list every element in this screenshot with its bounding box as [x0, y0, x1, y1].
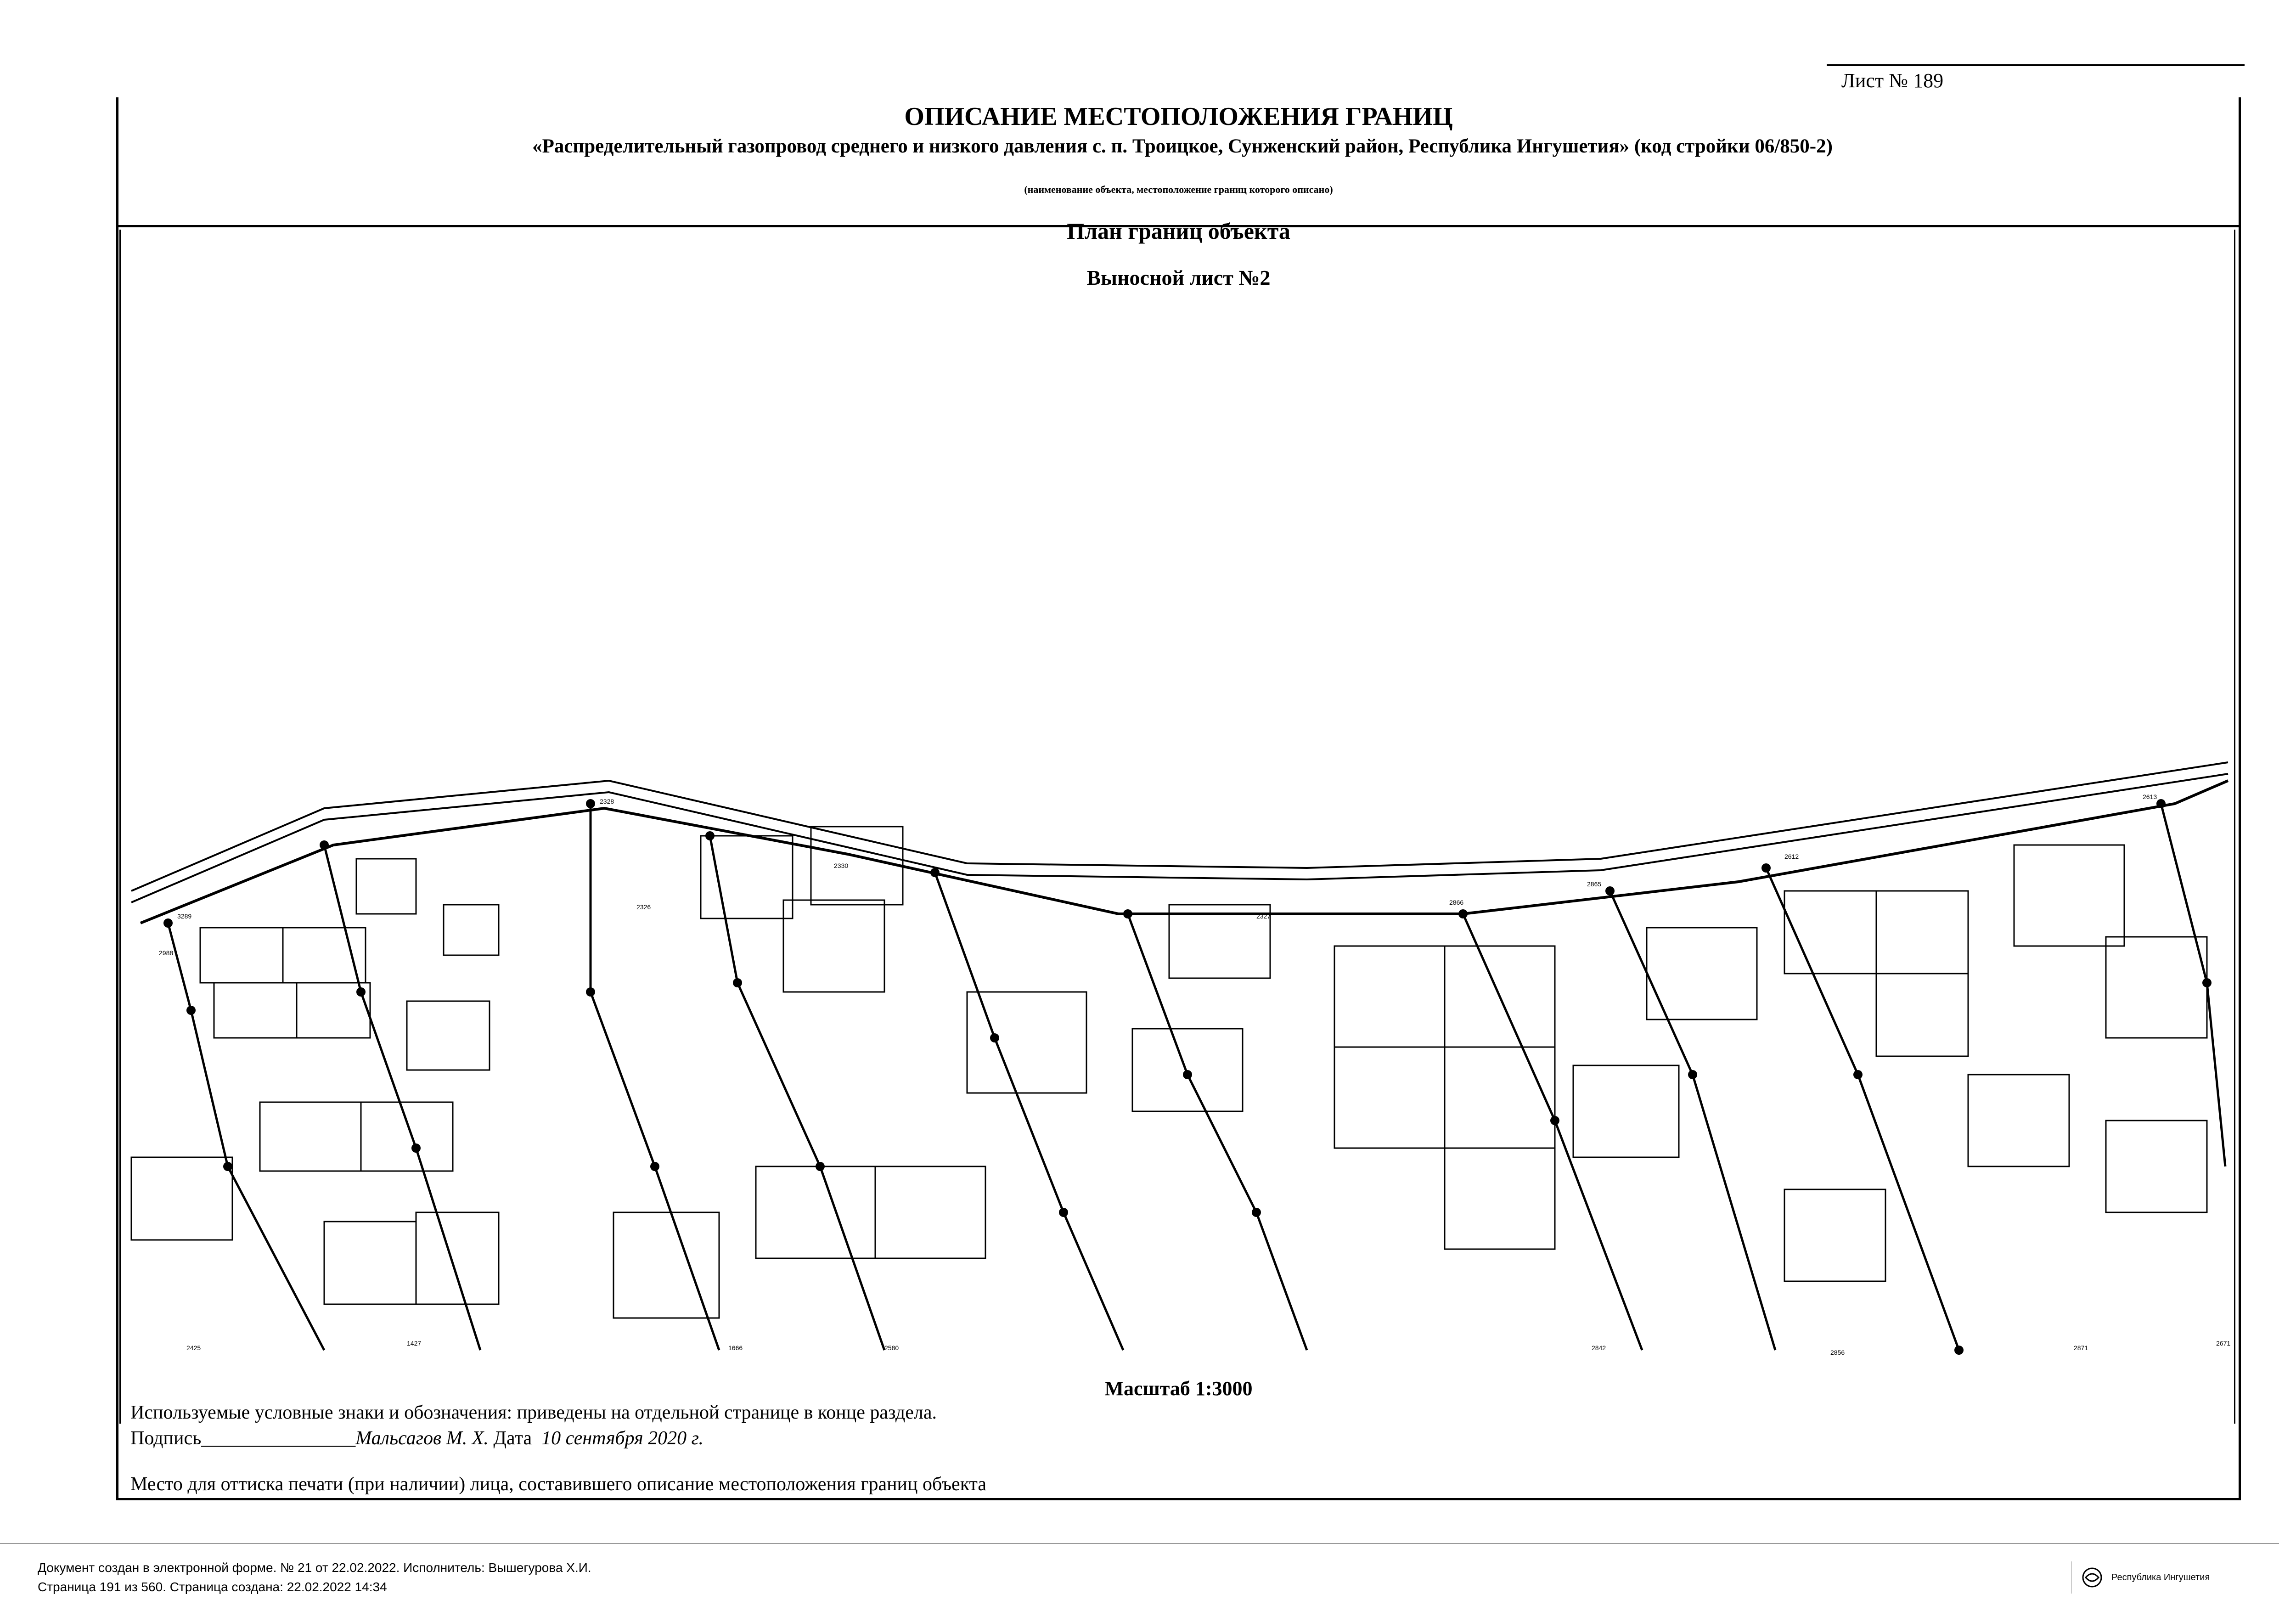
svg-text:2671: 2671 — [2216, 1340, 2231, 1347]
stamp-place-note: Место для оттиска печати (при наличии) лица, составившего описание местоположения границ объекта — [130, 1474, 987, 1495]
signature-date: 10 сентября 2020 г. — [541, 1428, 703, 1449]
footer-logo — [2071, 1561, 2296, 1594]
sheet-number-line — [1827, 64, 2245, 66]
main-road-lower — [131, 774, 2228, 902]
pipeline-nodes — [163, 799, 2212, 1355]
svg-text:2327: 2327 — [1256, 913, 1271, 920]
date-label: Дата — [493, 1428, 532, 1449]
svg-text:2612: 2612 — [1784, 853, 1799, 860]
plan-sheet-title: Выносной лист №2 — [1086, 266, 1271, 289]
svg-text:2842: 2842 — [1592, 1344, 1606, 1352]
land-parcels — [131, 827, 2207, 1318]
legend-note: Используемые условные знаки и обозначения: приведены на отдельной странице в конце раздела. — [130, 1402, 937, 1423]
signature-label: Подпись — [130, 1428, 202, 1449]
svg-text:2866: 2866 — [1449, 899, 1464, 906]
svg-text:2326: 2326 — [636, 903, 651, 911]
svg-text:1427: 1427 — [407, 1340, 422, 1347]
svg-text:2856: 2856 — [1830, 1349, 1845, 1356]
signer-name: Мальсагов М. Х. — [355, 1428, 489, 1449]
pipeline-branches — [168, 804, 2225, 1350]
object-name-caption: (наименование объекта, местоположение границ которого описано) — [1024, 184, 1333, 195]
svg-text:2330: 2330 — [834, 862, 849, 869]
svg-text:1666: 1666 — [728, 1344, 743, 1352]
svg-text:2988: 2988 — [159, 949, 174, 957]
svg-text:2865: 2865 — [1587, 880, 1602, 888]
footer-divider — [0, 1543, 2279, 1544]
main-road-upper — [131, 762, 2228, 891]
boundary-plan-map — [131, 753, 2231, 1359]
document-title: ОПИСАНИЕ МЕСТОПОЛОЖЕНИЯ ГРАНИЦ — [904, 102, 1453, 131]
plan-title: План границ объекта — [1067, 218, 1290, 244]
footer-document-info: Документ создан в электронной форме. № 21 от 22.02.2022. Исполнитель: Вышегурова Х.И. — [38, 1560, 591, 1575]
svg-text:2328: 2328 — [600, 798, 614, 805]
footer-logo-text: Республика Ингушетия — [2111, 1572, 2210, 1583]
gas-pipeline-main — [141, 781, 2228, 923]
object-name: «Распределительный газопровод среднего и низкого давления с. п. Троицкое, Сунженский район, Республика Ингушетия» (код стройки 06/850-2) — [532, 135, 1833, 157]
svg-text:2425: 2425 — [186, 1344, 201, 1352]
signature-blank: ________________ — [201, 1428, 356, 1449]
svg-text:2580: 2580 — [884, 1344, 899, 1352]
svg-text:2871: 2871 — [2074, 1344, 2088, 1352]
svg-text:2613: 2613 — [2143, 793, 2157, 800]
svg-text:3289: 3289 — [177, 913, 192, 920]
map-scale: Масштаб 1:3000 — [1104, 1377, 1253, 1400]
signature-line — [130, 1427, 703, 1449]
sheet-number: Лист № 189 — [1841, 69, 1944, 92]
footer-page-info: Страница 191 из 560. Страница создана: 22.02.2022 14:34 — [38, 1580, 387, 1594]
coat-of-arms-icon — [2081, 1566, 2103, 1588]
